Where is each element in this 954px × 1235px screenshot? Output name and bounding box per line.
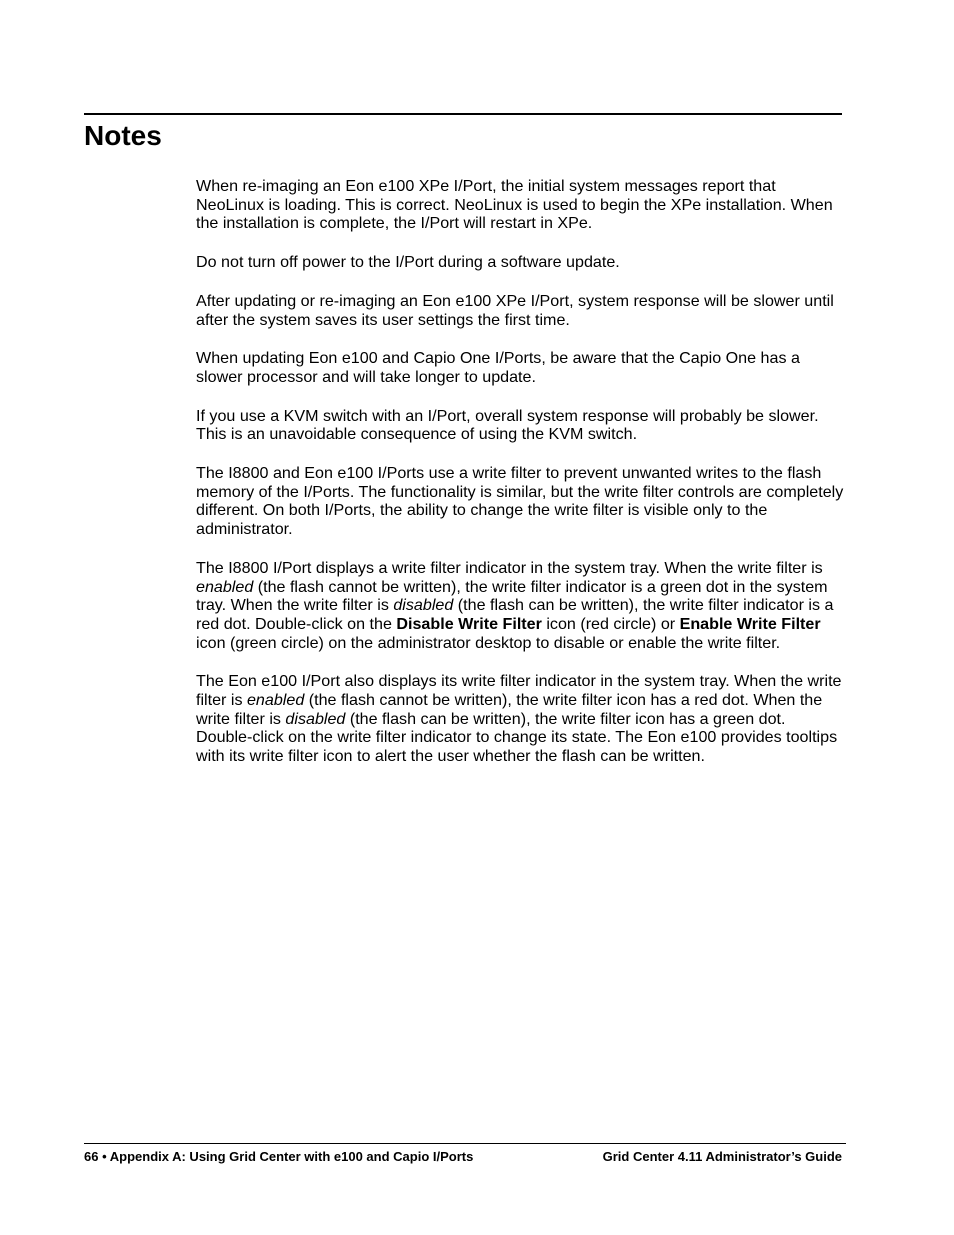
emphasis-text: enabled: [246, 691, 305, 710]
footer-guide-title: Grid Center 4.11 Administrator’s Guide: [602, 1149, 842, 1164]
paragraph-text: The Eon e100 I/Port also displays its write filter indicator in the system tray. When the write filter is: [196, 672, 842, 710]
note-paragraph: [196, 672, 844, 766]
note-paragraph: [196, 559, 844, 653]
bold-term: Disable Write Filter: [396, 614, 542, 633]
paragraph-text: The I8800 and Eon e100 I/Ports use a write filter to prevent unwanted writes to the flash memory of the I/Ports. The functionality is similar, but the write filter controls are completely different. On both I/Ports, the ability to change the write filter is visible only to the administrator.: [196, 464, 844, 539]
note-paragraph: [196, 349, 844, 386]
note-paragraph: [196, 407, 844, 444]
paragraph-text: (the flash can be written), the write filter icon has a green dot. Double-click on the write filter indicator to change its state. The Eon e100 provides tooltips with its write filter icon to alert the user whether the flash can be written.: [196, 709, 838, 766]
paragraph-text: The I8800 I/Port displays a write filter indicator in the system tray. When the write filter is: [196, 558, 823, 577]
note-paragraph: [196, 292, 844, 329]
paragraph-text: When updating Eon e100 and Capio One I/Ports, be aware that the Capio One has a slower processor and will take longer to update.: [196, 349, 800, 386]
notes-body: [196, 177, 844, 786]
paragraph-text: (the flash cannot be written), the write filter icon has a red dot. When the write filter is: [196, 691, 823, 728]
emphasis-text: disabled: [393, 596, 454, 615]
paragraph-text: icon (green circle) on the administrator desktop to disable or enable the write filter.: [196, 633, 781, 652]
paragraph-text: (the flash can be written), the write filter indicator is a red dot. Double-click on the: [196, 596, 834, 633]
paragraph-text: icon (red circle) or: [541, 614, 680, 633]
note-paragraph: [196, 253, 844, 272]
footer-page-chapter: 66 • Appendix A: Using Grid Center with e100 and Capio I/Ports: [84, 1149, 474, 1164]
emphasis-text: enabled: [196, 577, 254, 596]
note-paragraph: [196, 177, 844, 233]
emphasis-text: disabled: [285, 709, 346, 728]
paragraph-text: When re-imaging an Eon e100 XPe I/Port, the initial system messages report that NeoLinux is loading. This is correct. NeoLinux is used to begin the XPe installation. When the installation is complete, the I/Port will restart in XPe.: [196, 177, 833, 233]
page-title: Notes: [84, 120, 162, 151]
footer-rule: [84, 1143, 846, 1144]
note-paragraph: [196, 464, 844, 539]
bold-term: Enable Write Filter: [679, 614, 821, 633]
paragraph-text: (the flash cannot be written), the write filter indicator is a green dot in the system tray. When the write filter is: [196, 577, 828, 615]
paragraph-text: If you use a KVM switch with an I/Port, overall system response will probably be slower. This is an unavoidable consequence of using the KVM switch.: [196, 406, 819, 444]
paragraph-text: Do not turn off power to the I/Port during a software update.: [196, 253, 620, 272]
header-rule: [84, 113, 842, 115]
paragraph-text: After updating or re-imaging an Eon e100 XPe I/Port, system response will be slower until after the system saves its user settings the first time.: [196, 291, 834, 329]
